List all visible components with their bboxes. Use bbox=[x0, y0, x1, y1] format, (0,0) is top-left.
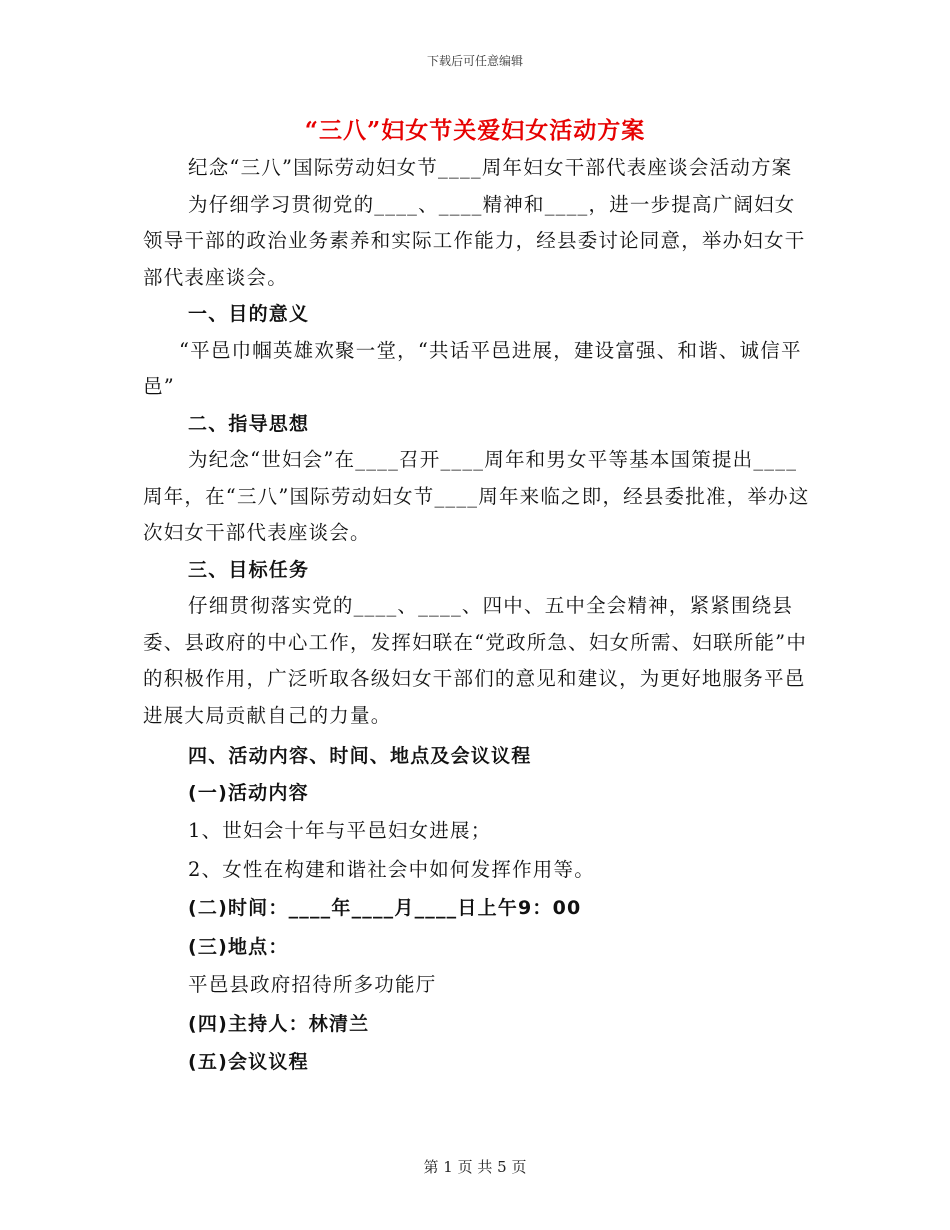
purpose-paragraph: 为仔细学习贯彻党的____、____精神和____，进一步提高广阔妇女领导干部的政治业务素养和实际工作能力，经县委讨论同意，举办妇女干部代表座谈会。 bbox=[143, 192, 806, 289]
document-body bbox=[143, 150, 811, 1081]
venue-text: 平邑县政府招待所多功能厅 bbox=[188, 973, 437, 996]
subsection-activity-content: (一)活动内容 bbox=[188, 781, 309, 804]
list-item: 2、女性在构建和谐社会中如何发挥作用等。 bbox=[188, 857, 595, 881]
intro-paragraph: 纪念“三八”国际劳动妇女节____周年妇女干部代表座谈会活动方案 bbox=[188, 156, 793, 179]
header-note: 下载后可任意编辑 bbox=[426, 54, 523, 68]
subsection-location: (三)地点： bbox=[188, 935, 289, 958]
section-heading-4: 四、活动内容、时间、地点及会议议程 bbox=[188, 745, 532, 767]
section-heading-1: 一、目的意义 bbox=[188, 303, 310, 325]
section-heading-3: 三、目标任务 bbox=[188, 558, 310, 581]
section-1-paragraph: “平邑巾帼英雄欢聚一堂，“共话平邑进展，建设富强、和谐、诚信平邑” bbox=[143, 338, 802, 398]
subsection-agenda: (五)会议议程 bbox=[188, 1051, 309, 1073]
page-footer: 第 1 页 共 5 页 bbox=[423, 1158, 527, 1176]
subsection-host: (四)主持人：林清兰 bbox=[188, 1012, 370, 1035]
section-2-paragraph: 为纪念“世妇会”在____召开____周年和男女平等基本国策提出____周年，在“三八”国际劳动妇女节____周年来临之即，经县委批准，举办这次妇女干部代表座谈会。 bbox=[143, 448, 810, 544]
document-title: “三八”妇女节关爱妇女活动方案 bbox=[304, 117, 646, 144]
section-heading-2: 二、指导思想 bbox=[188, 412, 310, 435]
subsection-time: (二)时间：____年____月____日上午9：00 bbox=[188, 897, 582, 919]
section-3-paragraph: 仔细贯彻落实党的____、____、四中、五中全会精神，紧紧围绕县委、县政府的中心工作，发挥妇联在“党政所急、妇女所需、妇联所能”中的积极作用，广泛听取各级妇女干部们的意见和建议，为更好地服务平邑进展大局贡献自己的力量。 bbox=[143, 594, 808, 727]
list-item: 1、世妇会十年与平邑妇女进展； bbox=[188, 819, 492, 842]
